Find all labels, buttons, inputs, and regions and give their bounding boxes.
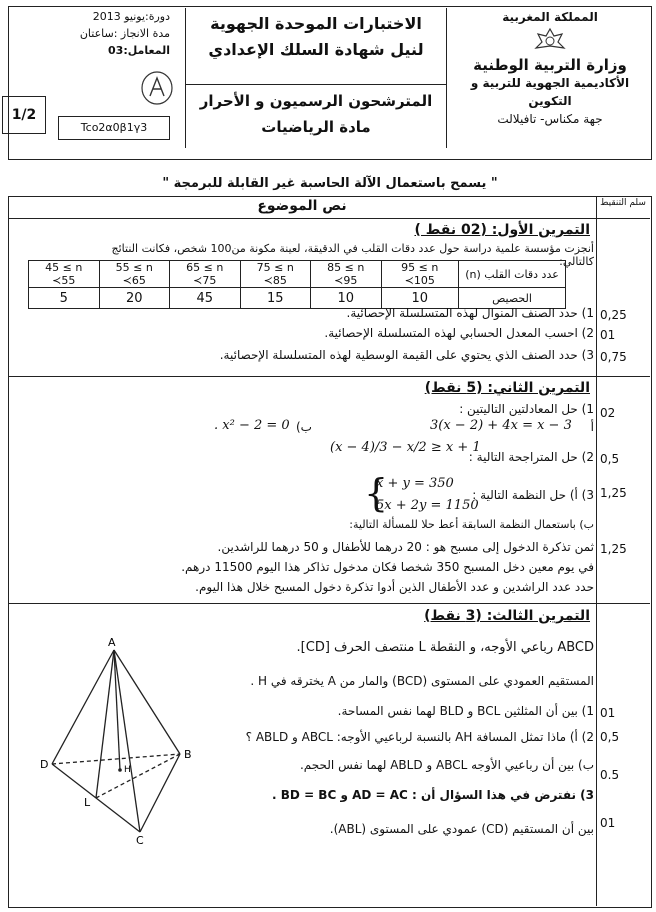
tetrahedron-figure — [30, 636, 210, 846]
ex3-q3: 3) نفترض في هذا السؤال أن : AD = AC و BD = BC . — [272, 788, 594, 802]
class-cell: 95 ≤ n ≺105 — [381, 261, 459, 288]
academy-seal-icon — [140, 70, 174, 106]
ex2-problem-2: في يوم معين دخل المسبح 350 شخصا فكان مدخول تذاكر هذا اليوم 11500 درهم. — [181, 560, 594, 574]
vertex-label-d: D — [40, 758, 49, 771]
subject-line: مادة الرياضيات — [261, 118, 371, 136]
ex1-title: التمرين الأول: (02 نقط ) — [414, 222, 590, 238]
class-cell: 75 ≤ n ≺85 — [240, 261, 311, 288]
class-cell: 65 ≤ n ≺75 — [170, 261, 241, 288]
ex1-grade-1: 0,25 — [600, 308, 627, 322]
exam-title-2: لنيل شهادة السلك الإعدادي — [208, 40, 424, 59]
ex3-title: التمرين الثالث: (3 نقط) — [424, 608, 590, 624]
ex1-q1: 1) حدد الصنف المنوال لهذه المتسلسلة الإحصائية. — [346, 306, 594, 320]
kingdom-text: المملكة المغربية — [502, 10, 598, 24]
count-cell: 20 — [99, 288, 170, 309]
ex3-q2a: 2) أ) ماذا تمثل المسافة AH بالنسبة لرباعيي الأوجه: ABCL و ABLD ؟ — [245, 730, 594, 744]
count-cell: 15 — [240, 288, 311, 309]
ex2-eq-b: x² − 2 = 0 . — [214, 418, 290, 433]
row-label-heartbeats: عدد دقات القلب (n) — [459, 261, 566, 288]
ex3-line-1: ABCD رباعي الأوجه، و النقطة L منتصف الحرف [CD]. — [296, 640, 594, 655]
vertex-label-c: C — [136, 834, 144, 846]
vertex-label-b: B — [184, 748, 192, 761]
ex1-q3: 3) حدد الصنف الذي يحتوي على القيمة الوسطية لهذه المتسلسلة الإحصائية. — [219, 348, 594, 362]
system-brace: { — [364, 471, 389, 515]
system-eq-2: 5x + 2y = 1150 — [376, 498, 479, 513]
ex2-q2: 2) حل المتراجحة التالية : — [468, 450, 594, 464]
class-cell: 55 ≤ n ≺65 — [99, 261, 170, 288]
ex1-grade-2: 01 — [600, 328, 616, 342]
distribution-table — [28, 260, 566, 309]
vertex-label-a: A — [108, 636, 116, 649]
grading-header: سلم التنقيط — [600, 198, 646, 208]
header-center-title — [185, 8, 447, 148]
ex3-q1: 1) بين أن المثلثين BCL و BLD لهما نفس المساحة. — [337, 704, 594, 718]
page-number: 1/2 — [2, 96, 46, 134]
ex2-eq-b-label: ب) — [296, 420, 312, 434]
ex2-problem-1: ثمن تذكرة الدخول إلى مسبح هو : 20 درهما للأطفال و 50 درهما للراشدين. — [217, 540, 594, 554]
exam-code: Tco2α0β1γ3 — [58, 116, 170, 140]
ex1-grade-3: 0,75 — [600, 350, 627, 364]
count-cell: 5 — [29, 288, 100, 309]
ex2-q3a: 3) أ) حل النظمة التالية : — [472, 488, 594, 502]
ex2-eq-a-label: أ — [590, 420, 594, 434]
count-cell: 10 — [381, 288, 459, 309]
system-eq-1: x + y = 350 — [376, 476, 454, 491]
ex2-grade-4: 1,25 — [600, 542, 627, 556]
duration-text: مدة الانجاز :ساعتان — [79, 27, 170, 40]
count-cell: 45 — [170, 288, 241, 309]
ex3-grade-1: 01 — [600, 706, 616, 720]
ex2-problem-3: حدد عدد الراشدين و عدد الأطفال الذين أدوا تذكرة دخول المسبح خلال هذا اليوم. — [195, 580, 594, 594]
ex2-title: التمرين الثاني: (5 نقط) — [424, 380, 590, 396]
ex2-q1: 1) حل المعادلتين التاليتين : — [459, 402, 594, 416]
class-cell: 45 ≤ n ≺55 — [29, 261, 100, 288]
emblem-icon — [530, 26, 570, 56]
ex1-intro: أنجزت مؤسسة علمية دراسة حول عدد دقات القلب في الدقيقة، لعينة مكونة من100 شخص، فكانت النتائج كالتالي: — [111, 242, 594, 268]
ex2-grade-1: 02 — [600, 406, 616, 420]
candidates-line: المترشحون الرسميون و الأحرار — [199, 92, 433, 110]
ex2-eq-a: 3(x − 2) + 4x = x − 3 — [430, 418, 572, 433]
ex2-inequality: (x − 4)/3 − x/2 ≥ x + 1 — [330, 440, 481, 455]
row-label-frequency: الحصيص — [459, 288, 566, 309]
point-label-h: H — [124, 765, 131, 775]
ex2-grade-2: 0,5 — [600, 452, 620, 466]
ex3-line-2: المستقيم العمودي على المستوى (BCD) والمار من A يخترقه في H . — [250, 674, 594, 688]
calculator-note: " يسمح باستعمال الآلة الحاسبة غير القابلة للبرمجة " — [162, 176, 498, 191]
count-cell: 10 — [311, 288, 382, 309]
session-text: دورة:يونيو 2013 — [92, 10, 170, 23]
ex2-q3b: ب) باستعمال النظمة السابقة أعط حلا للمسألة التالية: — [349, 518, 594, 531]
region-text: جهة مكناس- تافيلالت — [497, 112, 603, 126]
academy-text: الأكاديمية الجهوية للتربية و التكوين — [470, 76, 630, 108]
ex2-grade-3: 1,25 — [600, 486, 627, 500]
subject-header: نص الموضوع — [257, 198, 347, 214]
ex3-grade-4: 01 — [600, 816, 616, 830]
class-cell: 85 ≤ n ≺95 — [311, 261, 382, 288]
ex1-q2: 2) احسب المعدل الحسابي لهذه المتسلسلة الإحصائية. — [324, 326, 594, 340]
header-left-info — [10, 8, 170, 59]
coefficient-text: المعامل:03 — [108, 44, 170, 57]
ex3-grade-2: 0,5 — [600, 730, 620, 744]
point-label-l: L — [84, 796, 91, 809]
header-right-institution — [455, 8, 645, 128]
ex3-q3b: بين أن المستقيم (CD) عمودي على المستوى (ABL). — [329, 822, 594, 836]
ex3-q2b: ب) بين أن رباعيي الأوجه ABCL و ABLD لهما نفس الحجم. — [299, 758, 594, 772]
exam-title-1: الاختبارات الموحدة الجهوية — [210, 14, 422, 33]
ex3-grade-3: 0.5 — [600, 768, 620, 782]
ministry-text: وزارة التربية الوطنية — [473, 56, 627, 74]
